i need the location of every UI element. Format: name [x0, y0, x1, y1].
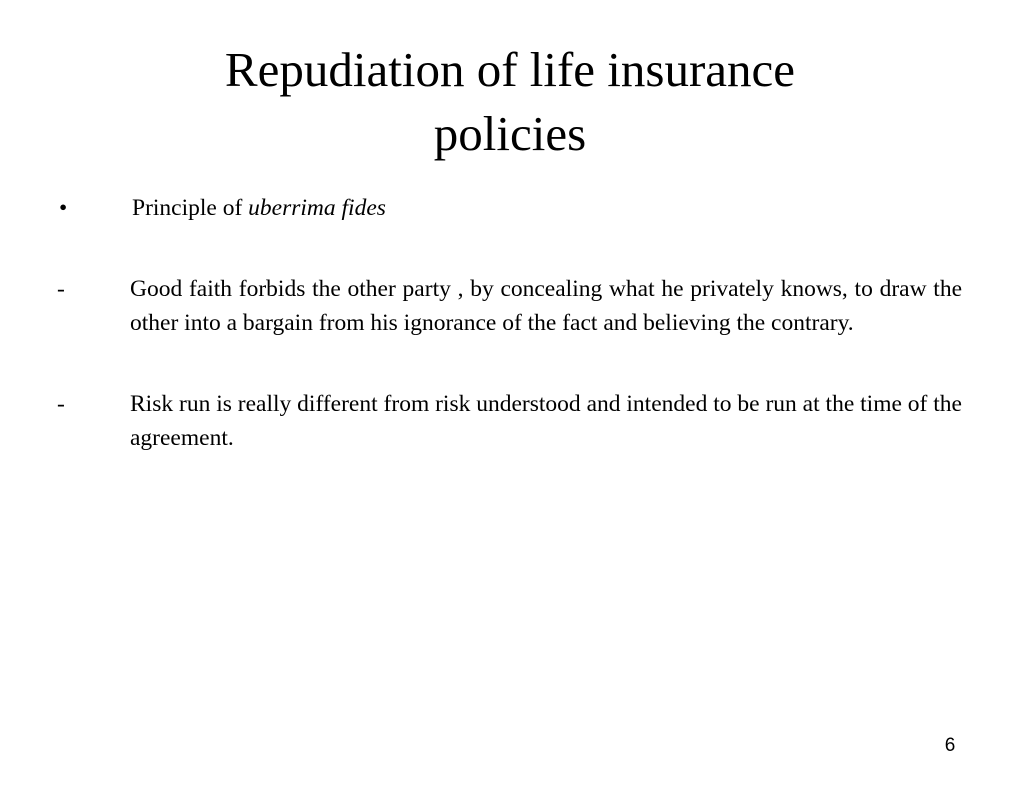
- bullet-marker: •: [59, 195, 68, 221]
- slide-title: Repudiation of life insurance policies: [224, 42, 796, 161]
- list-item-text: Risk run is really different from risk understood and intended to be run at the time of the agreement.: [130, 390, 962, 451]
- principle-prefix: Principle of: [132, 195, 249, 221]
- principle-latin-term: uberrima fides: [248, 195, 386, 221]
- list-item-text: Good faith forbids the other party , by concealing what he privately knows, to draw the other into a bargain from his ignorance of the fact and believing the contrary.: [130, 275, 962, 336]
- list-item-good-faith: [57, 272, 962, 341]
- list-item-text: [132, 191, 962, 226]
- dash-marker: -: [57, 390, 65, 417]
- page-number: 6: [944, 735, 956, 756]
- list-item-risk: [57, 387, 962, 456]
- dash-marker: -: [57, 275, 65, 302]
- list-item-principle: [57, 191, 962, 226]
- slide-body: [57, 191, 962, 502]
